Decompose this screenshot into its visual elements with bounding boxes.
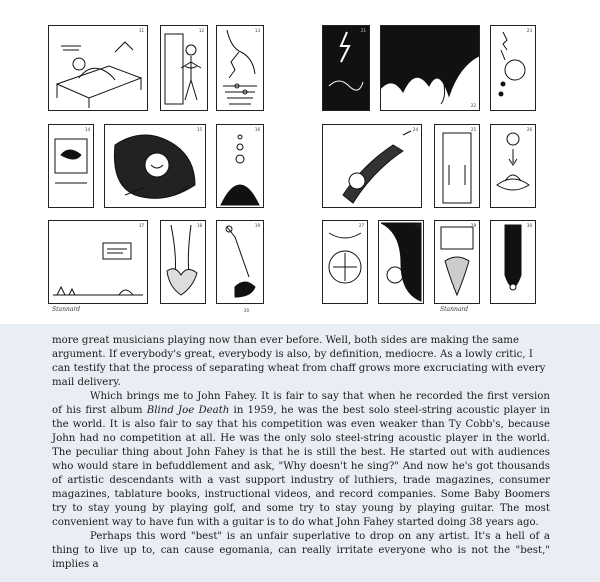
comic-panel (48, 25, 148, 111)
comic-panel (48, 220, 148, 304)
paragraph: Which brings me to John Fahey. It is fair to say that when he recorded the first version of his first album Blind Joe Death in 1959, he was the best solo steel-string acoustic player in the world. It is also fair to say that his competition was even weaker than Ty Cobb's, because John had no competition at all. He was the only solo steel-string acoustic player in the world. The peculiar thing about John Fahey is that he is still the best. He started out with audiences who would stare in befuddlement and ask, "Why doesn't he sing?" And now he's got thousands of artistic descendants with a vast support industry of luthiers, trade magazines, consumer magazines, tablature books, instructional videos, and record companies. Some Baby Boomers try to stay young by playing golf, and some try to stay young by playing guitar. The most convenient way to have fun with a guitar is to do what John Fahey started doing 38 years ago. (52, 391, 550, 528)
comic-panel (380, 25, 480, 111)
paragraph: more great musicians playing now than ever before. Well, both sides are making the same argument. If everybody's great, everybody is also, by definition, mediocre. As a lowly critic, I can testify that the process of separating wheat from chaff grows more excruciating with every mail delivery. (52, 335, 546, 388)
article-body (52, 334, 550, 572)
comic-panel (434, 124, 480, 208)
panel-number: 14 (84, 127, 90, 132)
comic-panel (490, 220, 536, 304)
panel-number: 30 (526, 223, 532, 228)
comic-panel (48, 124, 94, 208)
comic-panel (216, 220, 264, 304)
comic-panel (378, 220, 424, 304)
panel-number: 24 (412, 127, 418, 132)
panel-number: 17 (138, 223, 144, 228)
panel-number: 12 (198, 28, 204, 33)
panel-number: 27 (358, 223, 364, 228)
panel-number: 13 (254, 28, 260, 33)
comic-panel (216, 124, 264, 208)
comic-panel (104, 124, 206, 208)
artist-signature: Stannard (52, 306, 81, 313)
panel-number: 20 (244, 308, 250, 313)
comic-panel (160, 220, 206, 304)
panel-number: 11 (138, 28, 144, 33)
comic-panel (434, 220, 480, 304)
album-title: Blind Joe Death (146, 405, 230, 416)
panel-number: 28 (414, 223, 420, 228)
comic-panel (322, 220, 368, 304)
panel-number: 16 (254, 127, 260, 132)
comic-panel (216, 25, 264, 111)
panel-number: 15 (196, 127, 202, 132)
comic-panel (322, 25, 370, 111)
artist-signature: Stannard (440, 306, 469, 313)
panel-number: 25 (470, 127, 476, 132)
panel-number: 22 (470, 103, 476, 108)
comic-panel (160, 25, 208, 111)
comic-panel (490, 25, 536, 111)
panel-number: 26 (526, 127, 532, 132)
comic-panel (322, 124, 422, 208)
panel-number: 29 (470, 223, 476, 228)
comic-panel (490, 124, 536, 208)
panel-number: 18 (196, 223, 202, 228)
panel-number: 23 (526, 28, 532, 33)
panel-number: 19 (254, 223, 260, 228)
panel-number: 21 (360, 28, 366, 33)
paragraph: Perhaps this word "best" is an unfair superlative to drop on any artist. It's a hell of a thing to live up to, can cause egomania, can really irritate everyone who is not the "best," implies a (52, 531, 550, 570)
